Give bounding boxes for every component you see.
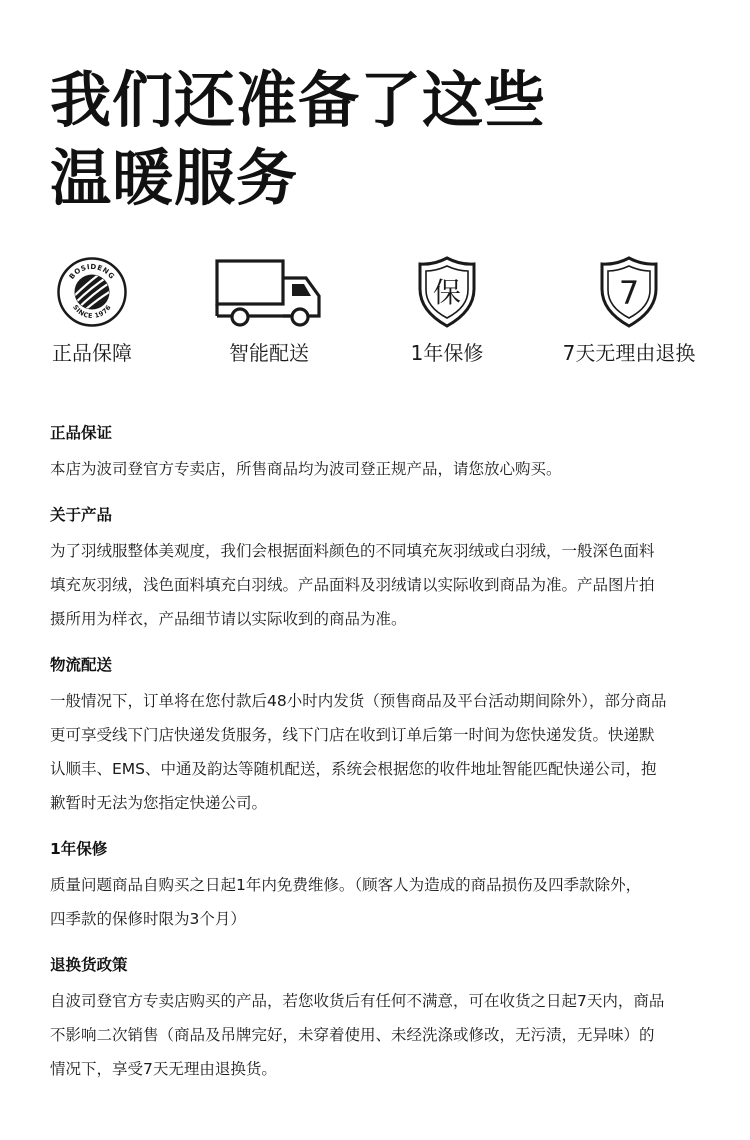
- section-body: [50, 534, 710, 636]
- body-line: 情况下，享受7天无理由退换货。: [50, 1060, 277, 1078]
- section-product: [50, 502, 710, 636]
- body-line: 更可享受线下门店快递发货服务，线下门店在收到订单后第一时间为您快递发货。快递默: [50, 726, 655, 744]
- service-warranty: [357, 255, 537, 367]
- warranty-shield-icon: [357, 255, 537, 329]
- body-line: 歉暂时无法为您指定快递公司。: [50, 794, 268, 812]
- service-label: 7天无理由退换: [562, 341, 696, 365]
- body-line: 自波司登官方专卖店购买的产品，若您收货后有任何不满意，可在收货之日起7天内，商品: [50, 992, 665, 1010]
- section-logistics: [50, 652, 710, 820]
- service-authentic: [2, 255, 182, 367]
- return-shield-icon: [539, 255, 719, 329]
- body-line: 不影响二次销售（商品及吊牌完好，未穿着使用、未经洗涤或修改，无污渍，无异味）的: [50, 1026, 655, 1044]
- section-body: [50, 684, 710, 820]
- section-title: 1年保修: [50, 840, 108, 858]
- service-label: 正品保障: [52, 341, 132, 365]
- section-authentic: [50, 420, 710, 486]
- delivery-truck-icon: [179, 255, 359, 329]
- section-title: 正品保证: [50, 424, 113, 442]
- body-line: 认顺丰、EMS、中通及韵达等随机配送，系统会根据您的收件地址智能匹配快递公司，抱: [50, 760, 657, 778]
- body-line: 为了羽绒服整体美观度，我们会根据面料颜色的不同填充灰羽绒或白羽绒，一般深色面料: [50, 542, 655, 560]
- section-title: 关于产品: [50, 506, 113, 524]
- section-body: [50, 868, 710, 936]
- service-return: [539, 255, 719, 367]
- headline: [50, 62, 546, 218]
- warranty-icon-text: 保: [432, 276, 462, 309]
- body-line: 填充灰羽绒，浅色面料填充白羽绒。产品面料及羽绒请以实际收到商品为准。产品图片拍: [50, 576, 655, 594]
- section-returns: [50, 952, 710, 1086]
- headline-line-1: 我们还准备了这些: [50, 65, 547, 136]
- service-delivery: [179, 255, 359, 367]
- service-label: 1年保修: [410, 341, 484, 365]
- policy-sections: [50, 420, 710, 1102]
- body-line: 四季款的保修时限为3个月）: [50, 910, 246, 928]
- bosideng-seal-icon: [2, 255, 182, 329]
- body-line: 一般情况下，订单将在您付款后48小时内发货（预售商品及平台活动期间除外），部分商品: [50, 692, 667, 710]
- services-row: [0, 255, 750, 375]
- seal-bottom-text: SINCE 1976: [71, 303, 113, 321]
- seal-top-text: BOSIDENG: [67, 262, 117, 281]
- headline-line-2: 温暖服务: [50, 143, 299, 214]
- body-line: 质量问题商品自购买之日起1年内免费维修。（顾客人为造成的商品损伤及四季款除外，: [50, 876, 642, 894]
- section-body: [50, 452, 710, 486]
- return-icon-text: 7: [618, 274, 640, 312]
- section-title: 物流配送: [50, 656, 113, 674]
- service-label: 智能配送: [229, 341, 309, 365]
- body-line: 本店为波司登官方专卖店，所售商品均为波司登正规产品，请您放心购买。: [50, 460, 562, 478]
- section-warranty: [50, 836, 710, 936]
- section-title: 退换货政策: [50, 956, 128, 974]
- section-body: [50, 984, 710, 1086]
- body-line: 摄所用为样衣，产品细节请以实际收到的商品为准。: [50, 610, 407, 628]
